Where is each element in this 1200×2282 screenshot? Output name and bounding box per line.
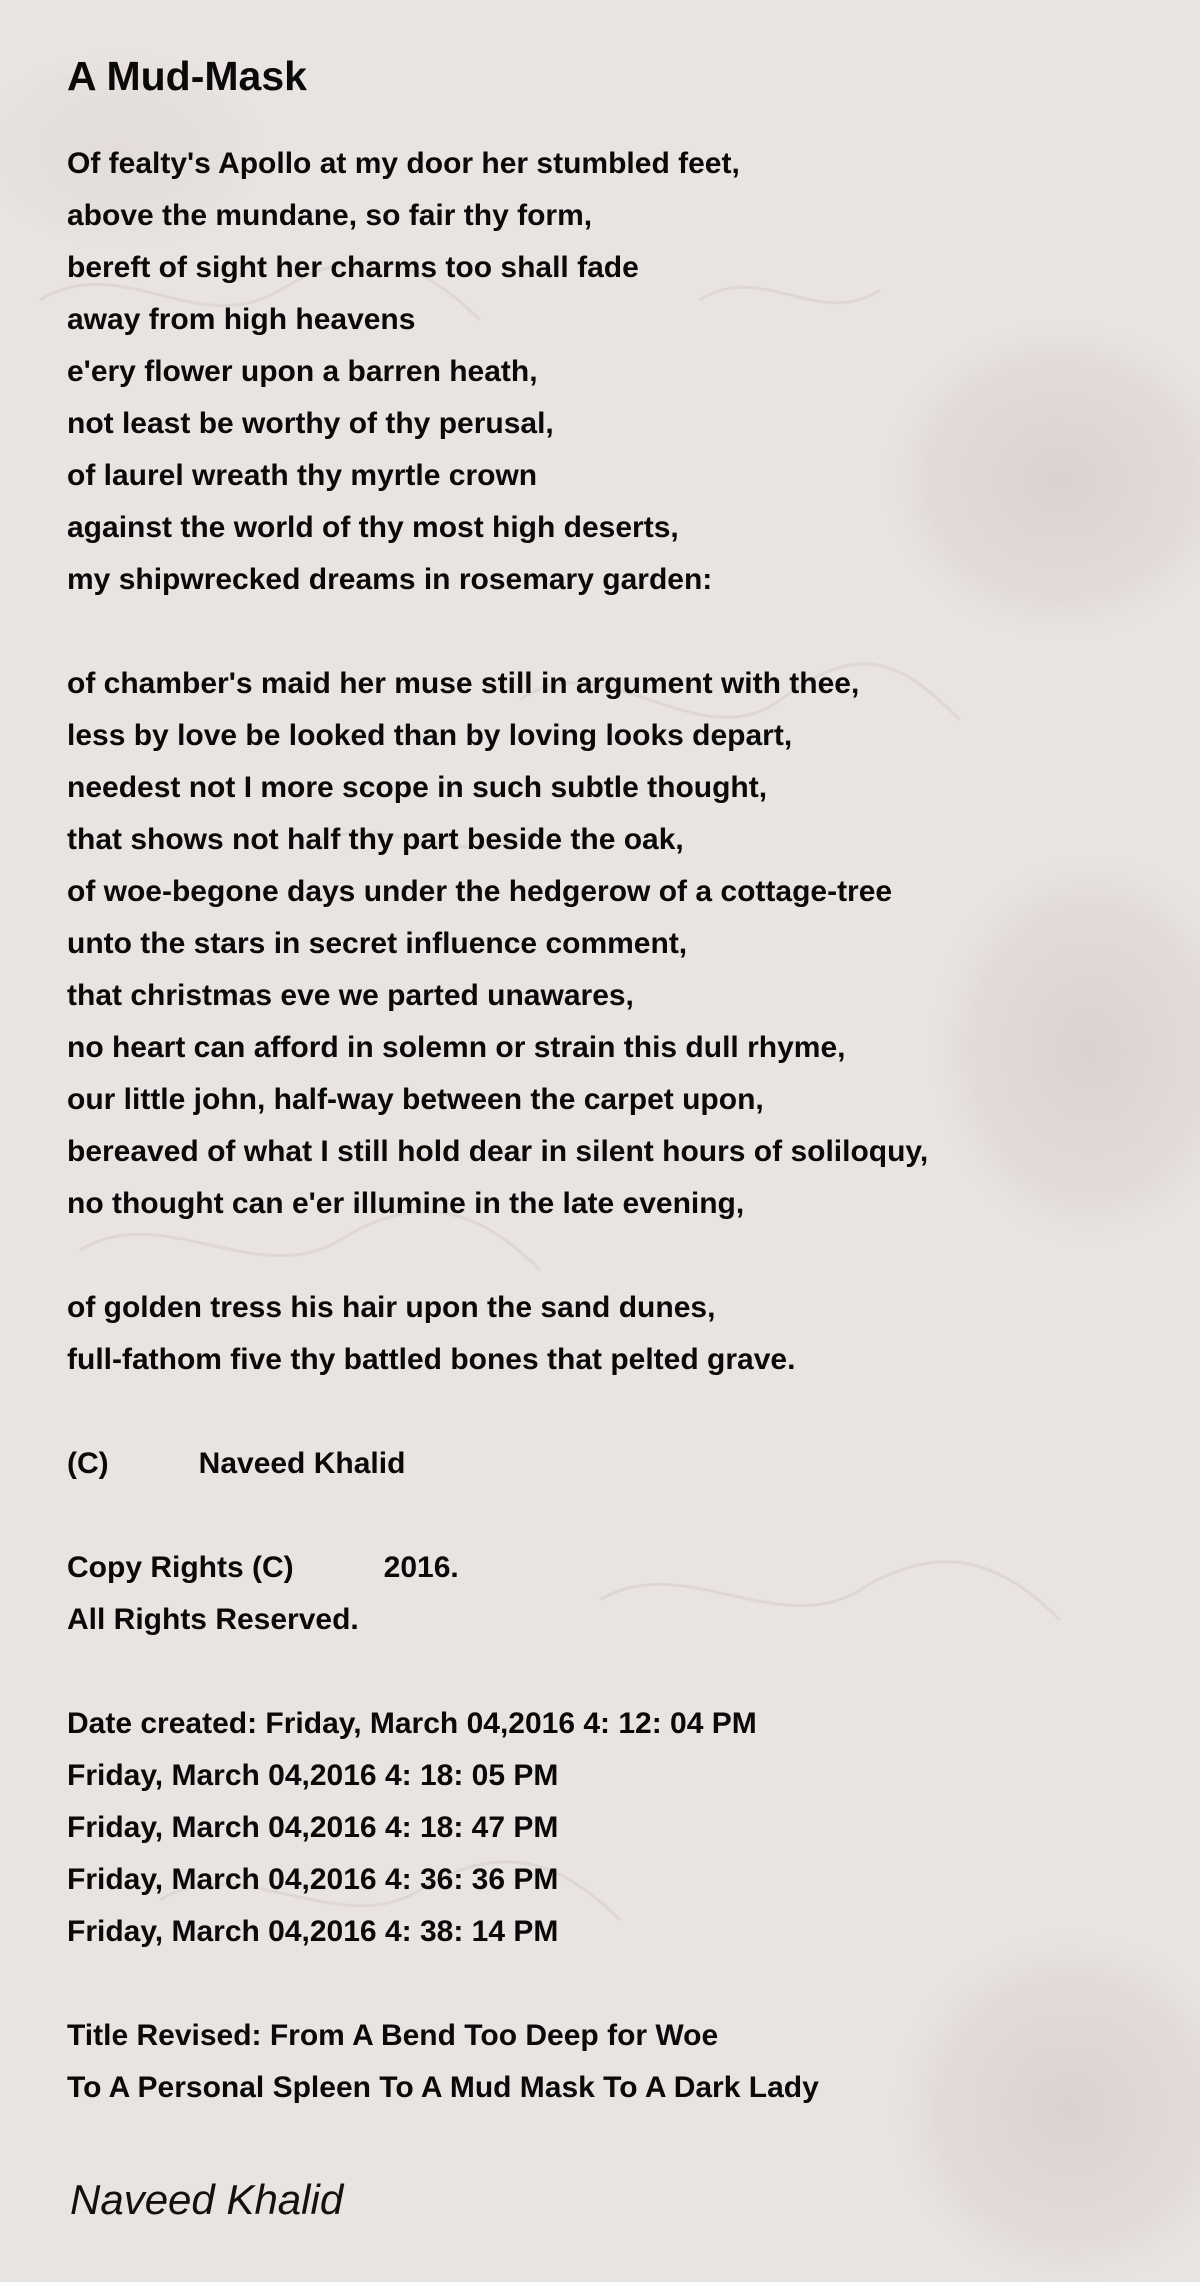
copyright-rights-line bbox=[67, 1542, 1147, 1594]
poem-line: away from high heavens bbox=[67, 303, 416, 336]
poem-line: unto the stars in secret influence comment, bbox=[67, 927, 688, 960]
poem-line: full-fathom five thy battled bones that pelted grave. bbox=[67, 1343, 796, 1376]
author-signature: Naveed Khalid bbox=[70, 2176, 344, 2223]
poem-line: against the world of thy most high deserts, bbox=[67, 511, 679, 544]
poem-line: that shows not half thy part beside the oak, bbox=[67, 823, 684, 856]
section-gap bbox=[67, 1646, 1147, 1698]
stanza-gap bbox=[67, 1386, 1147, 1438]
copyright-mark: (C) bbox=[67, 1447, 109, 1480]
poem-line: that christmas eve we parted unawares, bbox=[67, 979, 634, 1012]
poem-line: Of fealty's Apollo at my door her stumbled feet, bbox=[67, 147, 740, 180]
poem-line: bereaved of what I still hold dear in silent hours of soliloquy, bbox=[67, 1135, 929, 1168]
revision-line: To A Personal Spleen To A Mud Mask To A Dark Lady bbox=[67, 2071, 819, 2104]
copyright-year: 2016. bbox=[383, 1551, 459, 1584]
poem-line: my shipwrecked dreams in rosemary garden: bbox=[67, 563, 713, 596]
date-line: Friday, March 04,2016 4: 18: 05 PM bbox=[67, 1759, 559, 1792]
poem-line: above the mundane, so fair thy form, bbox=[67, 199, 593, 232]
section-gap bbox=[67, 1490, 1147, 1542]
poem-line: less by love be looked than by loving looks depart, bbox=[67, 719, 793, 752]
revision-list bbox=[67, 2010, 1147, 2114]
stanza-2 bbox=[67, 658, 1147, 1230]
date-line: Date created: Friday, March 04,2016 4: 12: 04 PM bbox=[67, 1707, 757, 1740]
poem-line: of chamber's maid her muse still in argument with thee, bbox=[67, 667, 860, 700]
revision-line: Title Revised: From A Bend Too Deep for Woe bbox=[67, 2019, 719, 2052]
date-line: Friday, March 04,2016 4: 38: 14 PM bbox=[67, 1915, 559, 1948]
copyright-reserved: All Rights Reserved. bbox=[67, 1603, 359, 1636]
date-line: Friday, March 04,2016 4: 18: 47 PM bbox=[67, 1811, 559, 1844]
poem-line: no heart can afford in solemn or strain this dull rhyme, bbox=[67, 1031, 846, 1064]
poem-line: of golden tress his hair upon the sand dunes, bbox=[67, 1291, 716, 1324]
stanza-gap bbox=[67, 606, 1147, 658]
section-gap bbox=[67, 1958, 1147, 2010]
copyright-rights-prefix: Copy Rights (C) bbox=[67, 1551, 294, 1584]
poem-line: our little john, half-way between the carpet upon, bbox=[67, 1083, 764, 1116]
poem-line: bereft of sight her charms too shall fade bbox=[67, 251, 639, 284]
poem-line: of woe-begone days under the hedgerow of a cottage-tree bbox=[67, 875, 893, 908]
poem-title: A Mud-Mask bbox=[67, 53, 307, 99]
poem-line: needest not I more scope in such subtle thought, bbox=[67, 771, 768, 804]
poem-line: not least be worthy of thy perusal, bbox=[67, 407, 554, 440]
poem-line: e'ery flower upon a barren heath, bbox=[67, 355, 538, 388]
date-list bbox=[67, 1698, 1147, 1958]
poem-line: of laurel wreath thy myrtle crown bbox=[67, 459, 538, 492]
stanza-gap bbox=[67, 1230, 1147, 1282]
copyright-author-line bbox=[67, 1438, 1147, 1490]
copyright-author: Naveed Khalid bbox=[198, 1447, 406, 1480]
date-line: Friday, March 04,2016 4: 36: 36 PM bbox=[67, 1863, 559, 1896]
stanza-3 bbox=[67, 1282, 1147, 1386]
stanza-1 bbox=[67, 138, 1147, 606]
poem-line: no thought can e'er illumine in the late evening, bbox=[67, 1187, 745, 1220]
poem-body bbox=[67, 48, 1147, 2114]
